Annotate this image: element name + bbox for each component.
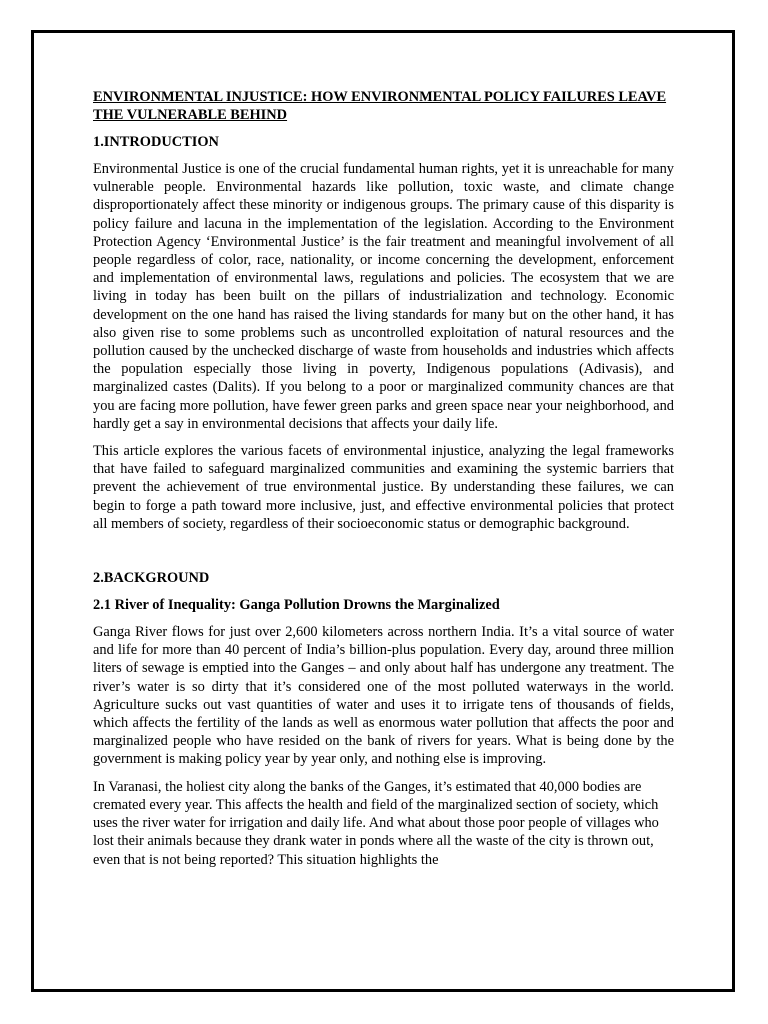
document-body: [93, 88, 674, 878]
document-title: ENVIRONMENTAL INJUSTICE: HOW ENVIRONMENTAL POLICY FAILURES LEAVE THE VULNERABLE BEHIND: [93, 89, 667, 123]
introduction-paragraph-1: Environmental Justice is one of the crucial fundamental human rights, yet it is unreachable for many vulnerable people. Environmental hazards like pollution, toxic waste, and climate change disproportionately affect these minority or indigenous groups. The primary cause of this disparity is policy failure and lacuna in the implementation of the legislation. According to the Environment Protection Agency ‘Environmental Justice’ is the fair treatment and meaningful involvement of all people regardless of color, race, nationality, or income concerning the development, enforcement and implementation of environmental laws, regulations and policies. The ecosystem that we are living in today has been built on the pillars of industrialization and technology. Economic development on the one hand has raised the living standards for many but on the other hand, it has also given rise to some problems such as uncontrolled exploitation of natural resources and the pollution caused by the unchecked discharge of waste from households and industries which affects the population especially those living in poverty, Indigenous populations (Adivasis), and marginalized castes (Dalits). If you belong to a poor or marginalized community chances are that you are facing more pollution, have fewer green parks and green space near your neighborhood, and hardly get a say in environmental decisions that affects your daily life.: [93, 161, 674, 432]
ganga-paragraph-1: Ganga River flows for just over 2,600 kilometers across northern India. It’s a vital source of water and life for more than 40 percent of India’s billion-plus population. Every day, around three million liters of sewage is emptied into the Ganges – and only about half has undergone any treatment. The river’s water is so dirty that it’s considered one of the most polluted waterways in the world. Agriculture sucks out vast quantities of water and uses it to irrigate tens of thousands of fields, which affects the fertility of the lands as well as enormous water pollution that affects the poor and marginalized people who have resided on the bank of rivers for years. What is being done by the government is making policy year by year only, and nothing else is improving.: [93, 624, 674, 768]
section-spacer: [93, 542, 674, 569]
introduction-paragraph-2: This article explores the various facets of environmental injustice, analyzing the legal frameworks that have failed to safeguard marginalized communities and examining the systemic barriers that prevent the achievement of true environmental justice. By understanding these failures, we can begin to forge a path toward more inclusive, just, and effective environmental policies that protect all members of society, regardless of their socioeconomic status or demographic background.: [93, 443, 674, 532]
varanasi-paragraph: In Varanasi, the holiest city along the banks of the Ganges, it’s estimated that 40,000 bodies are cremated every year. This affects the health and field of the marginalized section of society, which uses the river water for irrigation and daily life. And what about those poor people of villages who lost their animals because they drank water in ponds where all the waste of the city is thrown out, even that is not being reported? This situation highlights the: [93, 778, 659, 868]
background-heading: 2.BACKGROUND: [93, 570, 210, 587]
introduction-heading: 1.INTRODUCTION: [93, 134, 219, 150]
ganga-subheading: 2.1 River of Inequality: Ganga Pollution Drowns the Marginalized: [93, 597, 500, 614]
